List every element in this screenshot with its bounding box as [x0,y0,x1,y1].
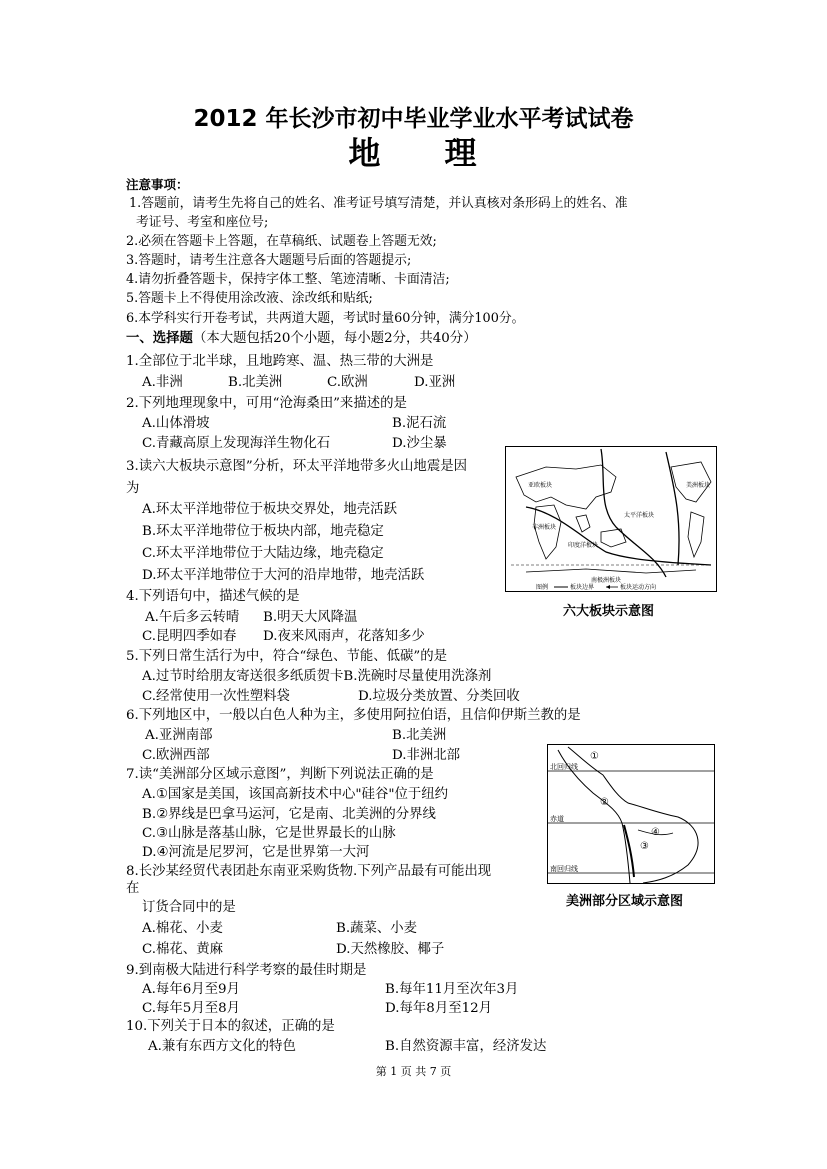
plate-boundary-2 [666,452,679,565]
q2-option-b: B.泥石流 [392,416,447,431]
q8-stem-line-1: 8.长沙某经贸代表团赴东南亚采购货物.下列产品最有可能出现 [126,864,492,879]
q2-option-c: C.青藏高原上发现海洋生物化石 [142,436,331,451]
subject-char-2: 理 [444,134,479,172]
q7-option-a: A.①国家是美国，该国高新技术中心"硅谷"位于纽约 [142,787,449,802]
section-1-title: 一、选择题 [126,331,193,346]
q1-option-c: C.欧洲 [327,375,368,390]
marker-1: ① [590,751,599,762]
q1-stem: 1.全部位于北半球，且地跨寒、温、热三带的大洲是 [126,354,434,369]
notice-item-5: 5.答题卡上不得使用涂改液、涂改纸和贴纸; [126,291,373,306]
q10-option-b: B.自然资源丰富，经济发达 [385,1039,547,1054]
q3-stem-line-2: 为 [126,481,140,496]
q8-option-c: C.棉花、黄麻 [142,942,223,957]
australia-outline [601,529,626,547]
q7-option-d: D.④河流是尼罗河，它是世界第一大河 [142,845,370,860]
americas-figure-caption: 美洲部分区域示意图 [566,894,684,909]
q1-option-b: B.北美洲 [228,375,283,390]
q2-option-d: D.沙尘暴 [392,436,447,451]
q5-stem: 5.下列日常生活行为中，符合“绿色、节能、低碳”的是 [126,649,448,664]
q7-option-c: C.③山脉是落基山脉，它是世界最长的山脉 [142,826,396,841]
subject-title [0,133,827,173]
q4-option-a: A.午后多云转晴 [145,610,240,625]
section-1-desc: （本大题包括20个小题，每小题2分，共40分） [192,331,477,346]
plate-boundary-3 [526,507,711,565]
notice-item-1-line-1: 1.答题前，请考生先将自己的姓名、准考证号填写清楚，并认真核对条形码上的姓名、准 [129,196,628,211]
label-tropic-north: 北回归线 [550,763,578,771]
legend-prefix: 图例 [536,584,549,591]
q8-stem-line-2: 在 [126,881,140,896]
section-1-heading [126,330,477,347]
label-tropic-south: 南回归线 [550,865,578,873]
q10-stem: 10.下列关于日本的叙述，正确的是 [126,1019,335,1034]
q7-stem: 7.读“美洲部分区域示意图”，判断下列说法正确的是 [126,767,434,782]
q6-option-a: A.亚洲南部 [145,728,213,743]
marker-2: ② [600,797,609,808]
q6-option-c: C.欧洲西部 [142,748,210,763]
notice-item-3: 3.答题时，请考生注意各大题题号后面的答题提示; [126,253,412,268]
q9-option-c: C.每年5月至8月 [142,1001,241,1016]
q5-option-c: C.经常使用一次性塑料袋 [142,689,290,704]
q9-option-b: B.每年11月至次年3月 [385,982,519,997]
q2-stem: 2.下列地理现象中，可用“沧海桑田”来描述的是 [126,396,407,411]
q3-option-b: B.环太平洋地带位于板块内部，地壳稳定 [142,524,384,539]
plates-figure-caption: 六大板块示意图 [563,604,655,619]
label-african-plate: 非洲板块 [532,524,557,531]
q6-option-d: D.非洲北部 [392,748,461,763]
q10-option-a: A.兼有东西方文化的特色 [148,1039,296,1054]
q4-stem: 4.下列语句中，描述气候的是 [126,589,300,604]
q8-option-a: A.棉花、小麦 [142,921,223,936]
q3-option-d: D.环太平洋地带位于大河的沿岸地带，地壳活跃 [142,568,425,583]
tectonic-plates-svg [506,447,716,591]
q7-option-b: B.②界线是巴拿马运河，它是南、北美洲的分界线 [142,807,436,822]
q1-option-d: D.亚洲 [414,375,456,390]
marker-4: ④ [651,827,660,838]
americas-region-map [547,744,715,884]
q9-option-d: D.每年8月至12月 [385,1001,493,1016]
marker-3: ③ [640,841,649,852]
legend-motion-arrowhead [606,585,610,589]
label-eurasian-plate: 亚欧板块 [528,482,553,489]
notice-item-2: 2.必须在答题卡上答题，在草稿纸、试题卷上答题无效; [126,234,437,249]
label-equator: 赤道 [550,815,564,823]
label-antarctic-plate: 南极洲板块 [591,577,622,584]
q4-option-c: C.昆明四季如春 [142,629,237,644]
label-american-plate: 美洲板块 [686,482,711,489]
antarctica-outline [526,569,696,573]
q3-stem-line-1: 3.读六大板块示意图”分析，环太平洋地带多火山地震是因 [126,459,467,474]
q3-option-a: A.环太平洋地带位于板块交界处，地壳活跃 [142,502,397,517]
notice-item-4: 4.请勿折叠答题卡，保持字体工整、笔迹清晰、卡面清洁; [126,272,450,287]
legend-boundary-label: 板块边界 [570,584,595,591]
label-indian-plate: 印度洋板块 [568,542,599,549]
q5-option-d: D.垃圾分类放置、分类回收 [358,689,520,704]
q8-option-b: B.蔬菜、小麦 [336,921,418,936]
q9-stem: 9.到南极大陆进行科学考察的最佳时期是 [126,963,367,978]
tectonic-plates-map [505,446,717,592]
q8-stem-line-3: 订货合同中的是 [142,900,236,915]
americas-svg [548,745,714,883]
page-footer: 第 1 页 共 7 页 [375,1065,452,1078]
subject-char-1: 地 [348,134,383,172]
notice-item-6: 6.本学科实行开卷考试，共两道大题，考试时量60分钟，满分100分。 [126,311,525,326]
notice-heading: 注意事项： [126,177,189,192]
q3-option-c: C.环太平洋地带位于大陆边缘，地壳稳定 [142,546,384,561]
q4-option-b: B.明天大风降温 [263,610,358,625]
south-america-outline [688,512,704,557]
exam-title: 2012 年长沙市初中毕业学业水平考试试卷 [193,106,634,132]
q6-stem: 6.下列地区中，一般以白色人种为主，多使用阿拉伯语，且信仰伊斯兰教的是 [126,708,581,723]
india-outline [576,515,590,532]
africa-outline [534,505,561,559]
label-pacific-plate: 太平洋板块 [624,512,655,519]
legend-motion-label: 板块运动方向 [620,584,657,591]
notice-item-1-line-2: 考证号、考室和座位号; [136,215,269,230]
q8-option-d: D.天然橡胶、椰子 [336,942,445,957]
q2-option-a: A.山体滑坡 [142,416,210,431]
q6-option-b: B.北美洲 [392,728,447,743]
q4-option-d: D.夜来风雨声，花落知多少 [263,629,425,644]
q5-option-ab: A.过节时给朋友寄送很多纸质贺卡B.洗碗时尽量使用洗涤剂 [142,669,492,684]
q1-option-a: A.非洲 [142,375,183,390]
q9-option-a: A.每年6月至9月 [142,982,240,997]
